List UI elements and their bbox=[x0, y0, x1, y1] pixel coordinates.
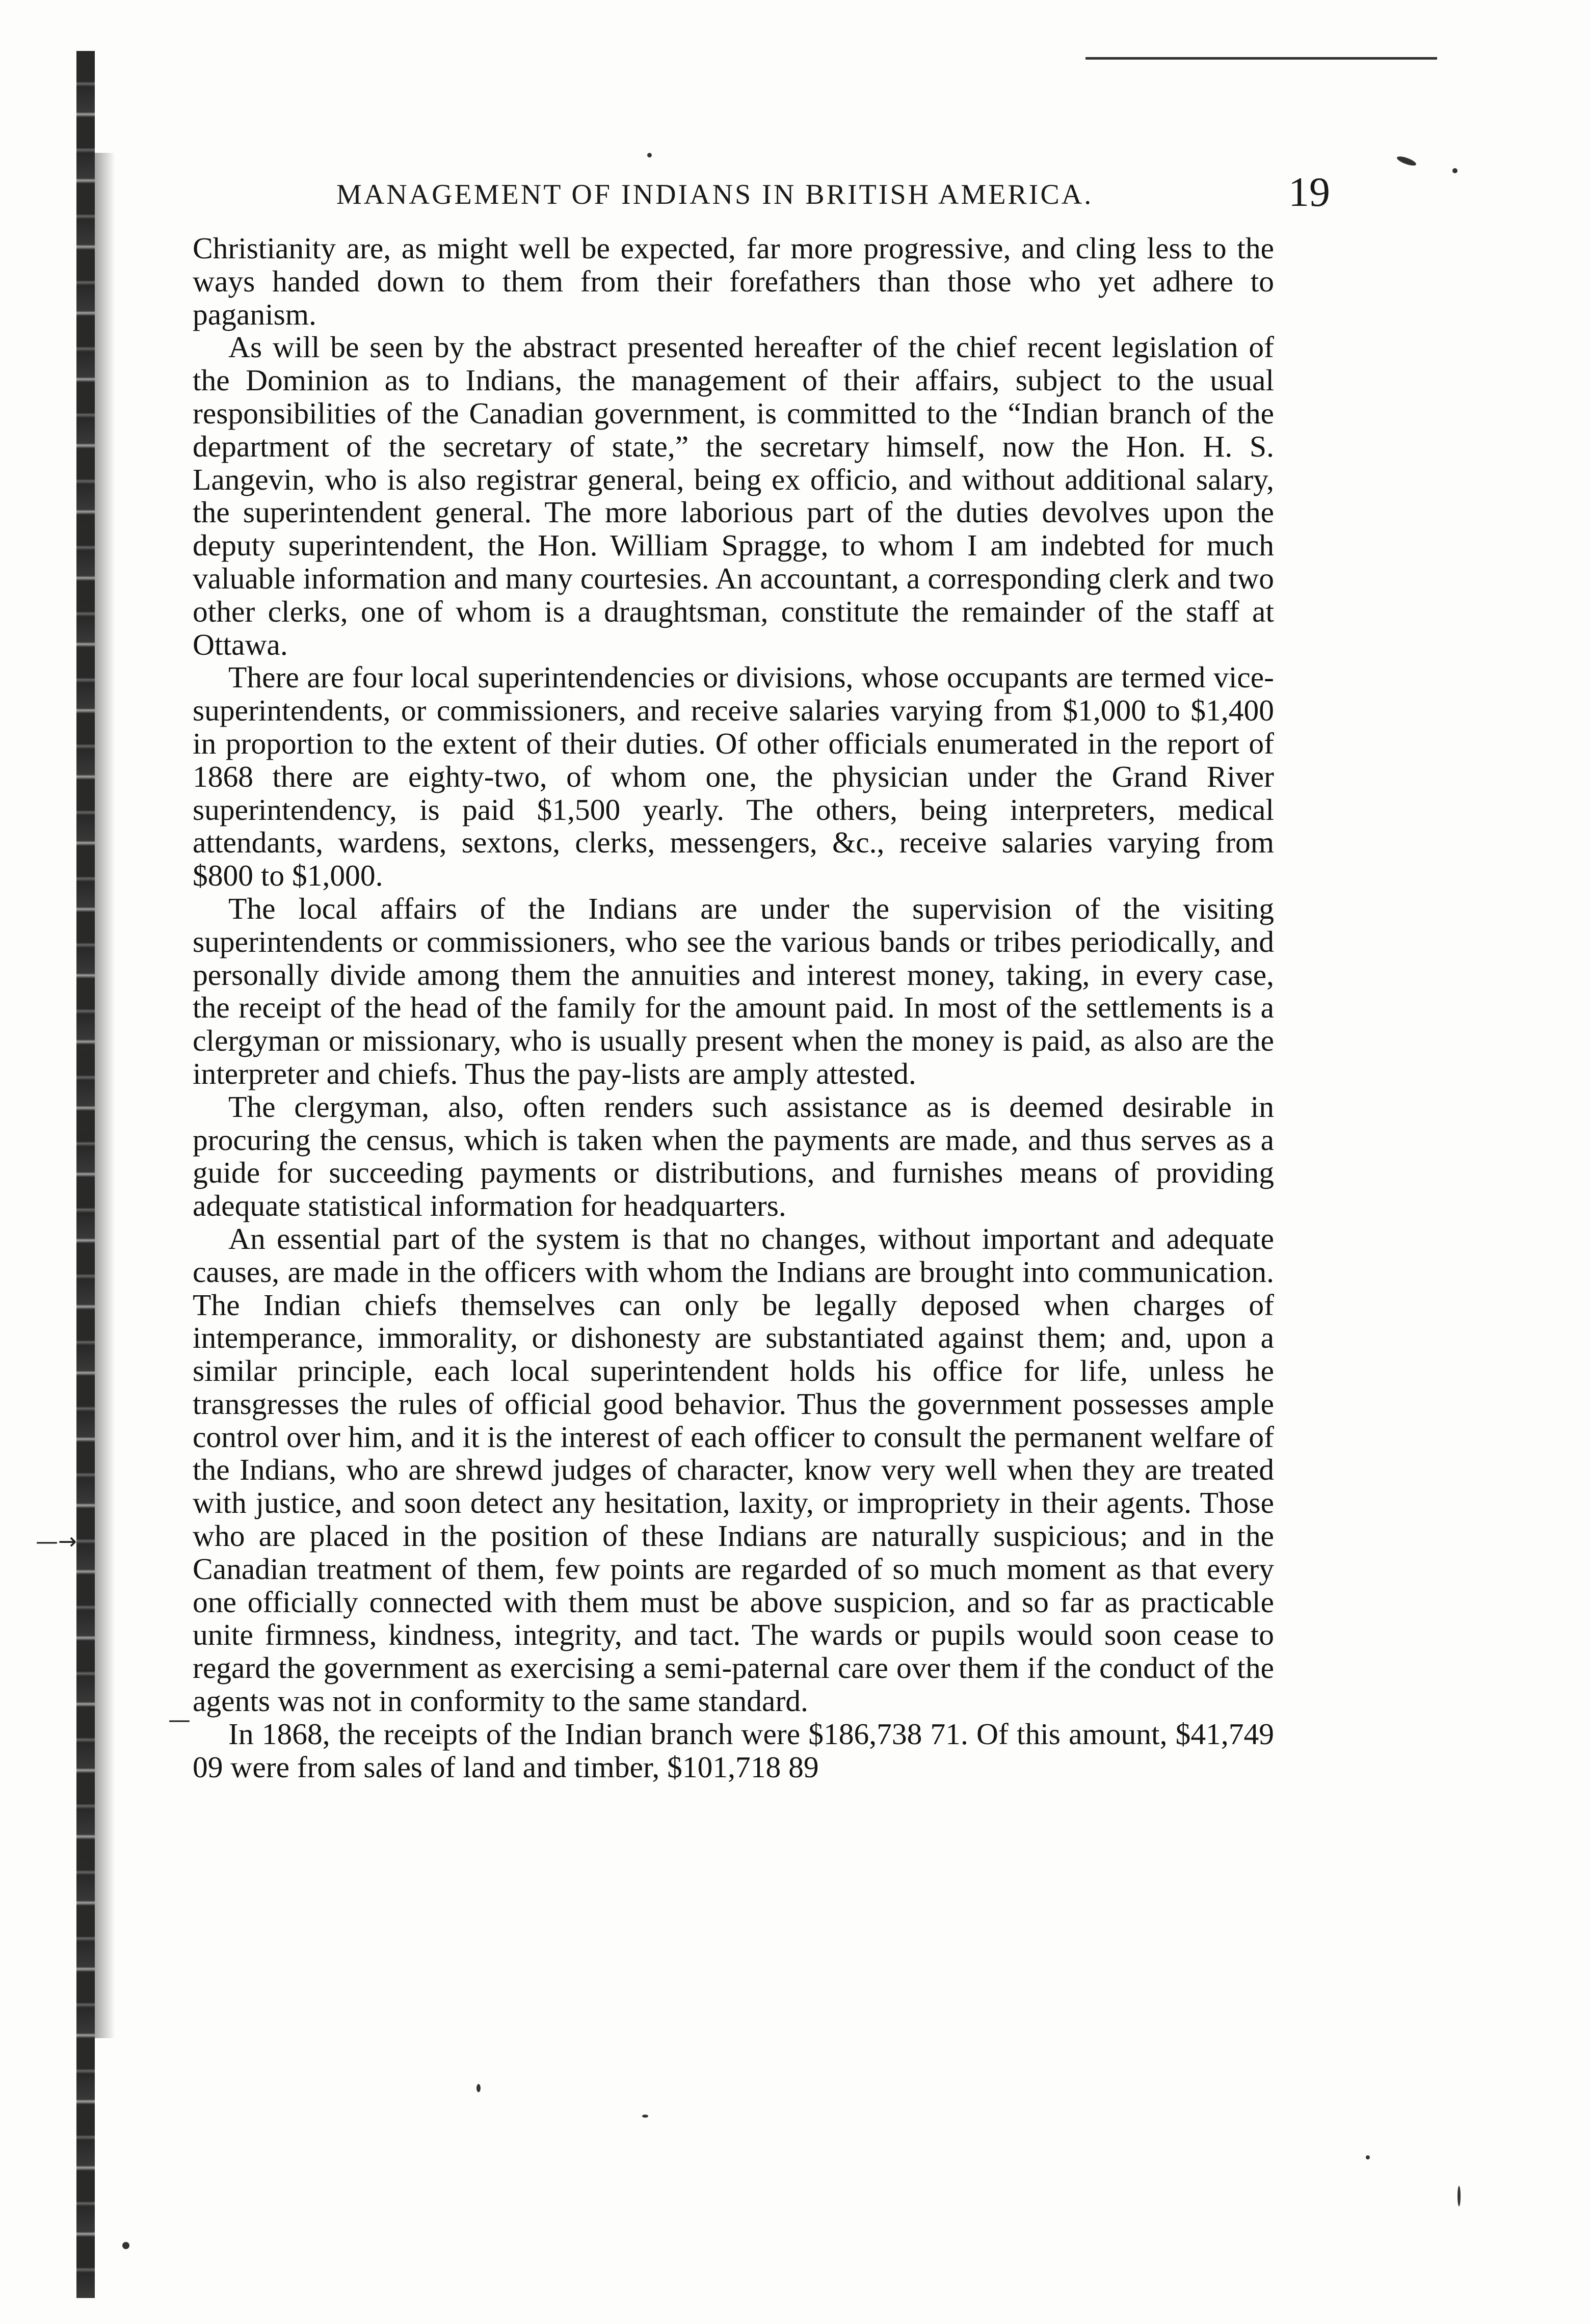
scan-speck bbox=[1458, 2186, 1461, 2206]
paragraph: The local affairs of the Indians are under the supervision of the visiting superintendents or commissioners, who see the various bands or tribes periodically, and personally divide among them the annuities and interest money, taking, in every case, the receipt of the head of the family for the amount paid. In most of the settlements is a clergyman or missionary, who is usually present when the money is paid, as also are the interpreter and chiefs. Thus the pay-lists are amply attested. bbox=[193, 891, 1274, 1090]
scan-speck bbox=[642, 2115, 648, 2118]
margin-dash-icon: — bbox=[168, 1707, 191, 1733]
top-rule bbox=[1085, 57, 1437, 60]
scan-speck bbox=[476, 2084, 481, 2092]
scan-speck bbox=[647, 153, 652, 157]
paragraph: An essential part of the system is that no changes, without important and adequate causes, are made in the officers with whom the Indians are brought into communication. The Indian chiefs themselves can only be legally deposed when charges of intemperance, immorality, or dishonesty are substantiated against them; and, upon a similar principle, each local superintendent holds his office for life, unless he transgresses the rules of official good behavior. Thus the government possesses ample control over him, and it is the interest of each officer to consult the permanent welfare of the Indians, who are shrewd judges of character, know very well when they are treated with justice, and soon detect any hesitation, laxity, or impropriety in their agents. Those who are placed in the position of these Indians are naturally suspicious; and in the Canadian treatment of them, few points are regarded of so much moment as that every one officially connected with them must be above suspicion, and so far as practicable unite firmness, kindness, integrity, and tact. The wards or pupils would soon cease to regard the government as exercising a semi-paternal care over them if the conduct of the agents was not in conformity to the same standard. bbox=[193, 1221, 1274, 1718]
running-title: MANAGEMENT OF INDIANS IN BRITISH AMERICA. bbox=[336, 179, 1094, 210]
paragraph: As will be seen by the abstract presented hereafter of the chief recent legislation of the Dominion as to Indians, the management of their affairs, subject to the usual responsibilities of the Canadian government, is committed to the “Indian branch of the department of the secretary of state,” the secretary himself, now the Hon. H. S. Langevin, who is also registrar general, being ex officio, and without additional salary, the superintendent general. The more laborious part of the duties devolves upon the deputy superintendent, the Hon. William Spragge, to whom I am indebted for much valuable information and many courtesies. An accountant, a corresponding clerk and two other clerks, one of whom is a draughtsman, constitute the remainder of the staff at Ottawa. bbox=[193, 330, 1274, 661]
paragraph: The clergyman, also, often renders such assistance as is deemed desirable in procuring the census, which is taken when the payments are made, and thus serves as a guide for succeeding payments or distributions, and furnishes means of providing adequate statistical information for headquarters. bbox=[193, 1089, 1274, 1223]
binding-edge bbox=[76, 51, 95, 2298]
binding-shadow bbox=[95, 153, 115, 2038]
page-header bbox=[336, 168, 1330, 219]
scan-speck bbox=[122, 2242, 129, 2249]
scan-speck bbox=[1396, 155, 1417, 168]
paragraph: There are four local superintendencies or divisions, whose occupants are termed vice-superintendents, or commissioners, and receive salaries varying from $1,000 to $1,400 in proportion to the extent of their duties. Of other officials enumerated in the report of 1868 there are eighty-two, of whom one, the physician under the Grand River superintendency, is paid $1,500 yearly. The others, being interpreters, medical attendants, wardens, sextons, clerks, messengers, &c., receive salaries varying from $800 to $1,000. bbox=[193, 660, 1274, 893]
margin-arrow-icon: —→ bbox=[36, 1529, 77, 1555]
paragraph: Christianity are, as might well be expected, far more progressive, and cling less to the ways handed down to them from their forefathers than those who yet adhere to paganism. bbox=[193, 231, 1274, 331]
body-text bbox=[193, 232, 1274, 1783]
page-number: 19 bbox=[1288, 169, 1330, 215]
scan-speck bbox=[1366, 2155, 1370, 2159]
scan-speck bbox=[1452, 168, 1458, 173]
paragraph: In 1868, the receipts of the Indian branch were $186,738 71. Of this amount, $41,749 09 were from sales of land and timber, $101,718 89 bbox=[193, 1717, 1274, 1784]
